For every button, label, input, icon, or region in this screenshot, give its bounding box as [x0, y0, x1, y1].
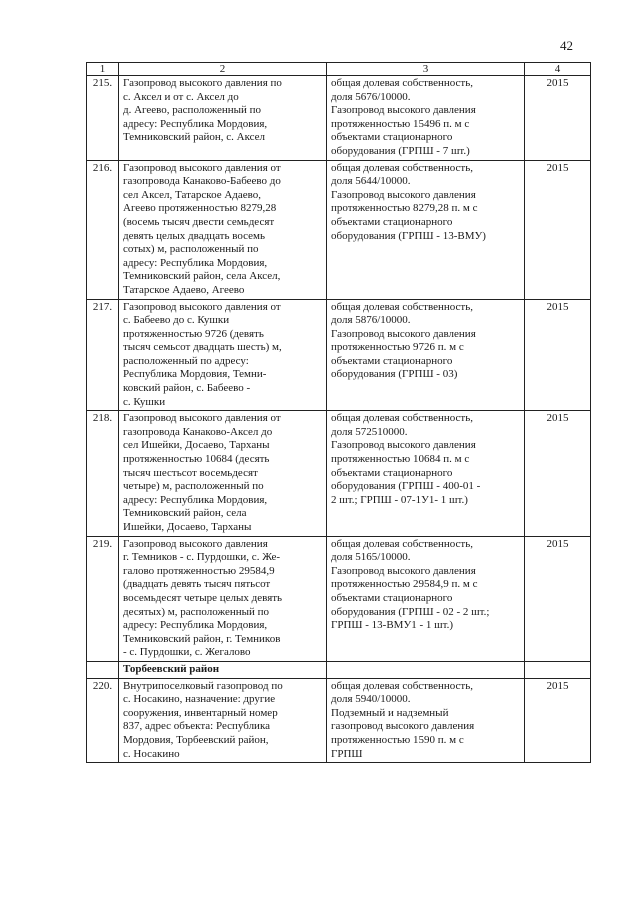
table-body [87, 76, 591, 662]
row-number: 218. [87, 411, 119, 536]
ownership-details-line: доля 572510000. [331, 425, 408, 438]
ownership-details-line: общая долевая собственность, [331, 300, 474, 313]
ownership-details-line: газопровод высокого давления [331, 720, 475, 733]
year-cell: 2015 [525, 536, 591, 661]
object-description-line: восемьдесят четыре целых девять [123, 591, 283, 604]
ownership-details [327, 76, 525, 161]
ownership-details [327, 160, 525, 299]
ownership-details-line: доля 5676/10000. [331, 90, 411, 103]
object-description-line: Темниковский район, г. Темников [123, 632, 281, 645]
object-description-line: 837, адрес объекта: Республика [123, 720, 271, 733]
object-description-line: Темниковский район, села [123, 507, 247, 520]
district-empty-cell [525, 661, 591, 678]
object-description-line: Ишейки, Досаево, Тарханы [123, 521, 252, 533]
ownership-details [327, 678, 525, 763]
row-number: 220. [87, 678, 119, 763]
object-description-line: ковский район, с. Бабеево - [123, 382, 251, 395]
object-description-line: сотых) м, расположенный по [123, 243, 259, 256]
property-table [86, 62, 591, 763]
district-empty-cell [327, 661, 525, 678]
ownership-details-line: ГРПШ - 13-ВМУ1 - 1 шт.) [331, 619, 454, 632]
year-cell: 2015 [525, 678, 591, 763]
ownership-details-line: 2 шт.; ГРПШ - 07-1У1- 1 шт.) [331, 493, 468, 506]
ownership-details-line: Газопровод высокого давления [331, 439, 476, 452]
ownership-details-line: доля 5876/10000. [331, 314, 411, 327]
table-row [87, 160, 591, 299]
header-col-1: 1 [87, 63, 119, 76]
object-description-line: д. Агеево, расположенный по [123, 104, 262, 117]
table-row [87, 678, 591, 763]
object-description-line: с. Кушки [123, 395, 166, 408]
header-col-4: 4 [525, 63, 591, 76]
ownership-details-line: доля 5165/10000. [331, 551, 411, 564]
object-description-line: десятых) м, расположенный по [123, 605, 270, 618]
ownership-details-line: объектами стационарного [331, 591, 453, 604]
object-description-line: сооружения, инвентарный номер [123, 706, 278, 719]
ownership-details-line: протяженностью 29584,9 п. м с [331, 578, 478, 591]
ownership-details-line: Подземный и надземный [331, 706, 449, 719]
ownership-details-line: Газопровод высокого давления [331, 327, 476, 340]
object-description-line: Газопровод высокого давления [123, 537, 268, 550]
object-description [119, 536, 327, 661]
ownership-details-line: объектами стационарного [331, 466, 453, 479]
table-row [87, 76, 591, 161]
ownership-details-line: общая долевая собственность, [331, 412, 474, 425]
object-description-line: сел Ишейки, Досаево, Тарханы [123, 439, 270, 452]
ownership-details-line: Газопровод высокого давления [331, 564, 476, 577]
object-description [119, 411, 327, 536]
object-description-line: Темниковский район, села Аксел, [123, 270, 281, 283]
ownership-details-line: ГРПШ [331, 747, 363, 760]
ownership-details-line: оборудования (ГРПШ - 7 шт.) [331, 144, 470, 157]
ownership-details-line: объектами стационарного [331, 354, 453, 367]
page-number: 42 [560, 38, 573, 53]
object-description-line: с. Носакино [123, 747, 180, 760]
object-description-line: четыре) м, расположенный по [123, 480, 264, 493]
object-description-line: с. Бабеево до с. Кушки [123, 314, 230, 327]
object-description-line: Татарское Адаево, Агеево [123, 283, 245, 296]
object-description-line: (двадцать девять тысяч пятьсот [123, 578, 271, 591]
object-description-line: Газопровод высокого давления от [123, 412, 281, 425]
district-title: Торбеевский район [119, 661, 327, 678]
header-row [87, 63, 591, 76]
ownership-details-line: протяженностью 15496 п. м с [331, 117, 470, 130]
table-row [87, 299, 591, 411]
ownership-details-line: доля 5644/10000. [331, 175, 411, 188]
ownership-details [327, 299, 525, 411]
object-description-line: тысяч семьсот двадцать шесть) м, [123, 341, 282, 354]
object-description-line: Газопровод высокого давления от [123, 300, 281, 313]
ownership-details-line: доля 5940/10000. [331, 693, 411, 706]
object-description-line: Газопровод высокого давления по [123, 77, 282, 89]
object-description-line: газопровода Канаково-Аксел до [123, 425, 273, 438]
object-description-line: девять целых двадцать восемь [123, 229, 266, 242]
table-body-tail [87, 678, 591, 763]
object-description-line: Мордовия, Торбеевский район, [123, 733, 269, 746]
year-cell: 2015 [525, 76, 591, 161]
ownership-details-line: Газопровод высокого давления [331, 104, 476, 117]
object-description [119, 678, 327, 763]
ownership-details-line: Газопровод высокого давления [331, 188, 476, 201]
header-col-3: 3 [327, 63, 525, 76]
ownership-details-line: общая долевая собственность, [331, 161, 474, 174]
ownership-details-line: объектами стационарного [331, 131, 453, 144]
ownership-details-line: протяженностью 1590 п. м с [331, 733, 464, 746]
object-description-line: тысяч шестьсот восемьдесят [123, 466, 258, 479]
row-number: 215. [87, 76, 119, 161]
object-description [119, 76, 327, 161]
object-description-line: (восемь тысяч двести семьдесят [123, 215, 275, 228]
object-description-line: протяженностью 10684 (десять [123, 453, 270, 466]
ownership-details-line: протяженностью 8279,28 п. м с [331, 202, 478, 215]
header-col-2: 2 [119, 63, 327, 76]
object-description-line: газопровода Канаково-Бабеево до [123, 175, 281, 188]
ownership-details-line: общая долевая собственность, [331, 679, 474, 692]
object-description-line: г. Темников - с. Пурдошки, с. Же- [123, 551, 281, 564]
object-description-line: адресу: Республика Мордовия, [123, 256, 268, 269]
year-cell: 2015 [525, 411, 591, 536]
object-description-line: с. Носакино, назначение: другие [123, 693, 276, 706]
ownership-details-line: оборудования (ГРПШ - 13-ВМУ) [331, 229, 486, 242]
ownership-details-line: объектами стационарного [331, 215, 453, 228]
object-description-line: протяженностью 9726 (девять [123, 327, 264, 340]
object-description-line: адресу: Республика Мордовия, [123, 493, 268, 506]
object-description-line: Республика Мордовия, Темни- [123, 368, 267, 381]
object-description-line: Агеево протяженностью 8279,28 [123, 202, 277, 215]
object-description-line: расположенный по адресу: [123, 354, 249, 367]
ownership-details-line: общая долевая собственность, [331, 77, 474, 89]
ownership-details-line: протяженностью 10684 п. м с [331, 453, 470, 466]
ownership-details-line: оборудования (ГРПШ - 03) [331, 368, 458, 381]
object-description [119, 299, 327, 411]
district-num-cell [87, 661, 119, 678]
object-description-line: галово протяженностью 29584,9 [123, 564, 275, 577]
row-number: 217. [87, 299, 119, 411]
object-description-line: Внутрипоселковый газопровод по [123, 679, 283, 692]
object-description [119, 160, 327, 299]
row-number: 219. [87, 536, 119, 661]
ownership-details-line: протяженностью 9726 п. м с [331, 341, 464, 354]
ownership-details-line: оборудования (ГРПШ - 400-01 - [331, 480, 481, 493]
ownership-details-line: оборудования (ГРПШ - 02 - 2 шт.; [331, 605, 490, 618]
object-description-line: сел Аксел, Татарское Адаево, [123, 188, 262, 201]
object-description-line: с. Аксел и от с. Аксел до [123, 90, 239, 103]
district-row [87, 661, 591, 678]
year-cell: 2015 [525, 299, 591, 411]
row-number: 216. [87, 160, 119, 299]
object-description-line: Газопровод высокого давления от [123, 161, 281, 174]
ownership-details-line: общая долевая собственность, [331, 537, 474, 550]
object-description-line: адресу: Республика Мордовия, [123, 117, 268, 130]
table-row [87, 536, 591, 661]
object-description-line: - с. Пурдошки, с. Жегалово [123, 646, 251, 659]
ownership-details [327, 536, 525, 661]
object-description-line: Темниковский район, с. Аксел [123, 131, 266, 144]
object-description-line: адресу: Республика Мордовия, [123, 619, 268, 632]
year-cell: 2015 [525, 160, 591, 299]
table-row [87, 411, 591, 536]
ownership-details [327, 411, 525, 536]
